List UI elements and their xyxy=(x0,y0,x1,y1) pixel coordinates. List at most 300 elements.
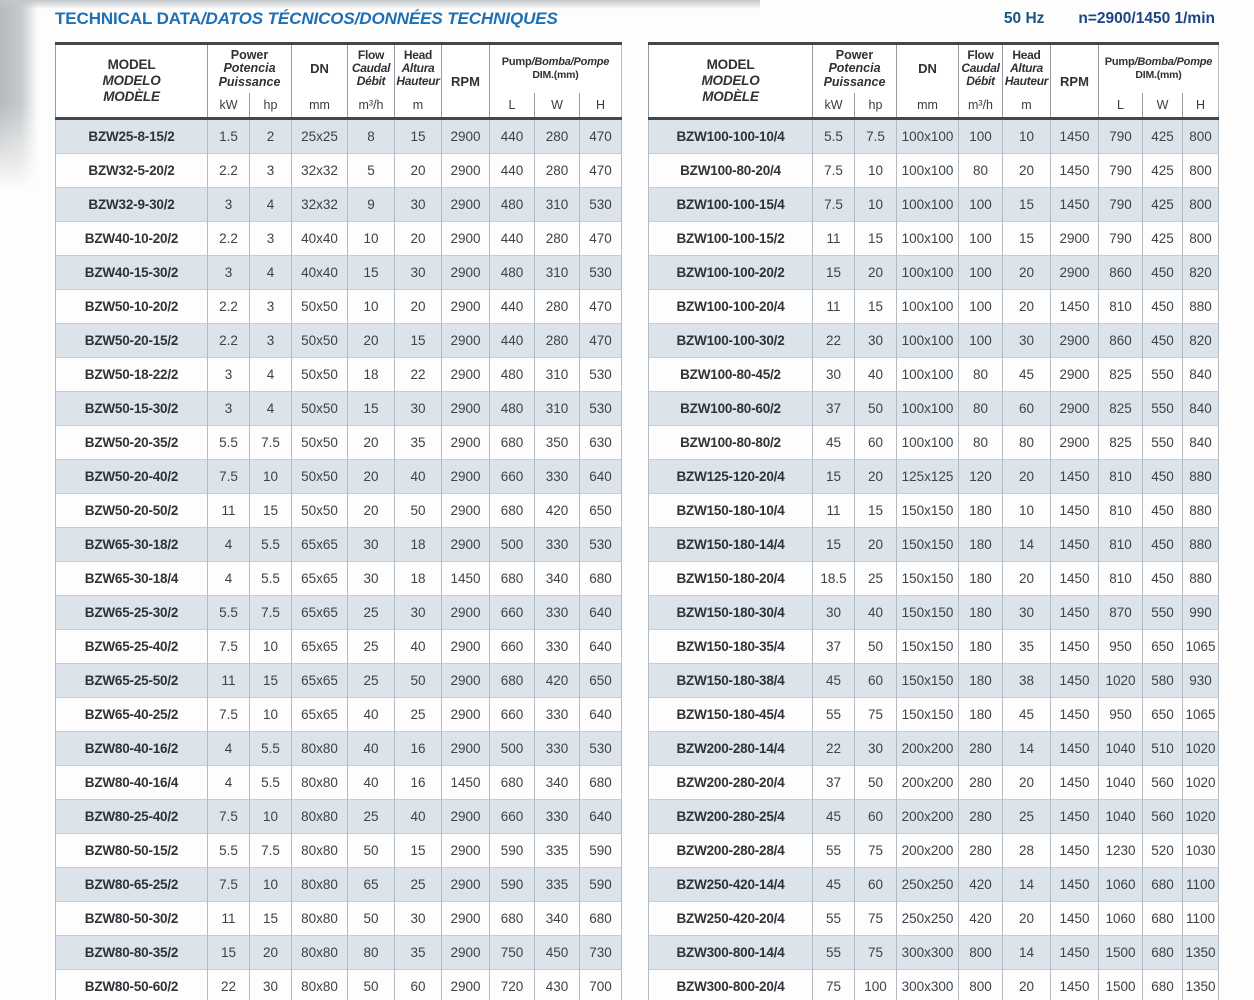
value-cell: 330 xyxy=(535,698,580,732)
value-cell: 100x100 xyxy=(897,358,959,392)
value-cell: 100 xyxy=(959,256,1003,290)
table-row xyxy=(649,630,1219,664)
value-cell: 50 xyxy=(855,766,897,800)
table-row xyxy=(56,970,622,1000)
value-cell: 50 xyxy=(348,834,395,868)
header-label-row xyxy=(56,44,622,93)
value-cell: 680 xyxy=(580,902,622,936)
header-line: Puissance xyxy=(218,74,281,89)
value-cell: 280 xyxy=(535,290,580,324)
table-row xyxy=(649,324,1219,358)
value-cell: 450 xyxy=(1143,256,1183,290)
value-cell: 16 xyxy=(395,766,442,800)
value-cell: 4 xyxy=(250,392,292,426)
value-cell: 15 xyxy=(395,119,442,154)
value-cell: 2900 xyxy=(442,698,490,732)
value-cell: 10 xyxy=(348,222,395,256)
value-cell: 2.2 xyxy=(208,324,250,358)
value-cell: 310 xyxy=(535,188,580,222)
table-row xyxy=(56,698,622,732)
value-cell: 45 xyxy=(813,868,855,902)
value-cell: 20 xyxy=(348,460,395,494)
dim-line1-translations: /Bomba/Pompe xyxy=(1134,56,1213,69)
header-line: Puissance xyxy=(823,74,886,89)
value-cell: 580 xyxy=(1143,664,1183,698)
value-cell: 60 xyxy=(855,800,897,834)
value-cell: 310 xyxy=(535,358,580,392)
value-cell: 2900 xyxy=(442,358,490,392)
value-cell: 7.5 xyxy=(208,460,250,494)
value-cell: 550 xyxy=(1143,358,1183,392)
value-cell: 100 xyxy=(959,188,1003,222)
value-cell: 30 xyxy=(1003,596,1051,630)
table-row xyxy=(56,664,622,698)
col-header-model xyxy=(649,44,813,119)
table-row xyxy=(649,222,1219,256)
value-cell: 4 xyxy=(208,766,250,800)
model-cell: BZW100-100-10/4 xyxy=(649,119,813,154)
value-cell: 840 xyxy=(1183,426,1219,460)
value-cell: 45 xyxy=(813,664,855,698)
value-cell: 16 xyxy=(395,732,442,766)
value-cell: 800 xyxy=(959,970,1003,1000)
model-cell: BZW150-180-30/4 xyxy=(649,596,813,630)
value-cell: 450 xyxy=(1143,324,1183,358)
model-cell: BZW100-80-45/2 xyxy=(649,358,813,392)
value-cell: 40 xyxy=(395,800,442,834)
value-cell: 50 xyxy=(855,392,897,426)
value-cell: 50x50 xyxy=(292,392,348,426)
value-cell: 2900 xyxy=(442,970,490,1000)
col-header-dn: DN xyxy=(897,44,959,93)
model-cell: BZW65-25-40/2 xyxy=(56,630,208,664)
value-cell: 810 xyxy=(1099,494,1143,528)
table-row xyxy=(649,834,1219,868)
value-cell: 650 xyxy=(580,494,622,528)
model-cell: BZW25-8-15/2 xyxy=(56,119,208,154)
table-row xyxy=(649,460,1219,494)
value-cell: 65x65 xyxy=(292,664,348,698)
value-cell: 75 xyxy=(855,834,897,868)
table-row xyxy=(649,596,1219,630)
model-cell: BZW300-800-20/4 xyxy=(649,970,813,1000)
value-cell: 1100 xyxy=(1183,902,1219,936)
value-cell: 280 xyxy=(959,800,1003,834)
value-cell: 810 xyxy=(1099,528,1143,562)
header-line: Head xyxy=(1012,48,1041,63)
value-cell: 2900 xyxy=(442,902,490,936)
value-cell: 800 xyxy=(959,936,1003,970)
header-line: Débit xyxy=(356,74,386,89)
dim-line1 xyxy=(490,56,621,69)
header-line: Flow xyxy=(967,48,994,63)
value-cell: 100x100 xyxy=(897,290,959,324)
model-cell: BZW100-100-20/2 xyxy=(649,256,813,290)
value-cell: 60 xyxy=(855,426,897,460)
value-cell: 1020 xyxy=(1183,800,1219,834)
value-cell: 100x100 xyxy=(897,154,959,188)
value-cell: 10 xyxy=(1003,494,1051,528)
title-translations: /DATOS TÉCNICOS/DONNÉES TECHNIQUES xyxy=(200,9,558,28)
value-cell: 310 xyxy=(535,392,580,426)
value-cell: 14 xyxy=(1003,528,1051,562)
value-cell: 40 xyxy=(348,698,395,732)
value-cell: 100x100 xyxy=(897,188,959,222)
value-cell: 20 xyxy=(1003,766,1051,800)
value-cell: 2900 xyxy=(442,324,490,358)
table-row xyxy=(649,358,1219,392)
col-header-dn: DN xyxy=(292,44,348,93)
value-cell: 11 xyxy=(208,494,250,528)
value-cell: 80 xyxy=(959,426,1003,460)
value-cell: 590 xyxy=(490,868,535,902)
value-cell: 150x150 xyxy=(897,528,959,562)
value-cell: 80x80 xyxy=(292,902,348,936)
model-cell: BZW65-30-18/2 xyxy=(56,528,208,562)
value-cell: 1.5 xyxy=(208,119,250,154)
unit-cell: W xyxy=(535,93,580,119)
value-cell: 3 xyxy=(208,256,250,290)
model-cell: BZW200-280-14/4 xyxy=(649,732,813,766)
value-cell: 480 xyxy=(490,392,535,426)
table-row xyxy=(56,630,622,664)
value-cell: 440 xyxy=(490,324,535,358)
value-cell: 10 xyxy=(250,800,292,834)
value-cell: 3 xyxy=(208,358,250,392)
table-row xyxy=(649,562,1219,596)
value-cell: 20 xyxy=(348,426,395,460)
unit-cell: mm xyxy=(292,93,348,119)
value-cell: 1450 xyxy=(1051,902,1099,936)
value-cell: 45 xyxy=(1003,698,1051,732)
value-cell: 500 xyxy=(490,732,535,766)
value-cell: 820 xyxy=(1183,324,1219,358)
value-cell: 1450 xyxy=(1051,596,1099,630)
value-cell: 5.5 xyxy=(250,528,292,562)
value-cell: 880 xyxy=(1183,562,1219,596)
value-cell: 280 xyxy=(535,154,580,188)
value-cell: 7.5 xyxy=(208,698,250,732)
value-cell: 470 xyxy=(580,290,622,324)
value-cell: 1450 xyxy=(1051,868,1099,902)
col-header-dim xyxy=(1099,44,1219,93)
table-row xyxy=(56,766,622,800)
model-cell: BZW200-280-20/4 xyxy=(649,766,813,800)
value-cell: 420 xyxy=(535,664,580,698)
value-cell: 10 xyxy=(250,460,292,494)
value-cell: 310 xyxy=(535,256,580,290)
value-cell: 50 xyxy=(855,630,897,664)
value-cell: 790 xyxy=(1099,188,1143,222)
table-row xyxy=(56,222,622,256)
value-cell: 880 xyxy=(1183,494,1219,528)
value-cell: 18 xyxy=(395,562,442,596)
table-row xyxy=(649,800,1219,834)
pump-table-left xyxy=(55,42,622,1000)
value-cell: 200x200 xyxy=(897,766,959,800)
value-cell: 80x80 xyxy=(292,970,348,1000)
value-cell: 20 xyxy=(348,324,395,358)
model-cell: BZW40-15-30/2 xyxy=(56,256,208,290)
value-cell: 680 xyxy=(1143,936,1183,970)
col-header-head xyxy=(395,44,442,93)
model-cell: BZW150-180-20/4 xyxy=(649,562,813,596)
table-row xyxy=(56,188,622,222)
unit-cell: L xyxy=(1099,93,1143,119)
table-row xyxy=(56,324,622,358)
value-cell: 1450 xyxy=(1051,494,1099,528)
value-cell: 650 xyxy=(1143,698,1183,732)
value-cell: 100x100 xyxy=(897,324,959,358)
header-line: MODELO xyxy=(701,73,760,88)
value-cell: 65x65 xyxy=(292,562,348,596)
value-cell: 55 xyxy=(813,834,855,868)
value-cell: 590 xyxy=(490,834,535,868)
value-cell: 45 xyxy=(813,426,855,460)
value-cell: 15 xyxy=(348,392,395,426)
dim-line2: DIM.(mm) xyxy=(1135,68,1182,81)
value-cell: 180 xyxy=(959,596,1003,630)
value-cell: 825 xyxy=(1099,392,1143,426)
speed-value: n=2900/1450 1/min xyxy=(1078,10,1215,27)
value-cell: 3 xyxy=(250,290,292,324)
value-cell: 300x300 xyxy=(897,970,959,1000)
value-cell: 30 xyxy=(813,596,855,630)
value-cell: 950 xyxy=(1099,630,1143,664)
value-cell: 180 xyxy=(959,494,1003,528)
table-row xyxy=(649,970,1219,1000)
value-cell: 11 xyxy=(208,664,250,698)
value-cell: 5.5 xyxy=(250,562,292,596)
value-cell: 20 xyxy=(855,460,897,494)
value-cell: 480 xyxy=(490,188,535,222)
value-cell: 820 xyxy=(1183,256,1219,290)
value-cell: 880 xyxy=(1183,460,1219,494)
value-cell: 470 xyxy=(580,324,622,358)
table-header xyxy=(56,44,622,119)
value-cell: 30 xyxy=(395,902,442,936)
value-cell: 1450 xyxy=(1051,290,1099,324)
value-cell: 15 xyxy=(813,256,855,290)
value-cell: 2900 xyxy=(1051,324,1099,358)
model-cell: BZW80-65-25/2 xyxy=(56,868,208,902)
value-cell: 100x100 xyxy=(897,222,959,256)
value-cell: 55 xyxy=(813,936,855,970)
value-cell: 1450 xyxy=(1051,528,1099,562)
value-cell: 3 xyxy=(250,154,292,188)
table-row xyxy=(649,732,1219,766)
value-cell: 50 xyxy=(348,902,395,936)
value-cell: 50x50 xyxy=(292,324,348,358)
value-cell: 11 xyxy=(813,222,855,256)
value-cell: 35 xyxy=(395,426,442,460)
value-cell: 470 xyxy=(580,119,622,154)
table-row xyxy=(649,426,1219,460)
value-cell: 20 xyxy=(348,494,395,528)
value-cell: 10 xyxy=(855,154,897,188)
table-row xyxy=(56,834,622,868)
value-cell: 50x50 xyxy=(292,494,348,528)
col-header-model xyxy=(56,44,208,119)
frequency-info xyxy=(1004,9,1215,28)
value-cell: 810 xyxy=(1099,460,1143,494)
value-cell: 3 xyxy=(208,188,250,222)
value-cell: 15 xyxy=(855,222,897,256)
value-cell: 18 xyxy=(395,528,442,562)
value-cell: 200x200 xyxy=(897,834,959,868)
value-cell: 1020 xyxy=(1183,732,1219,766)
table-row xyxy=(56,528,622,562)
col-header-head xyxy=(1003,44,1051,93)
value-cell: 420 xyxy=(535,494,580,528)
model-cell: BZW125-120-20/4 xyxy=(649,460,813,494)
value-cell: 420 xyxy=(959,902,1003,936)
value-cell: 650 xyxy=(580,664,622,698)
value-cell: 20 xyxy=(1003,256,1051,290)
value-cell: 40 xyxy=(855,596,897,630)
value-cell: 660 xyxy=(490,460,535,494)
value-cell: 470 xyxy=(580,154,622,188)
value-cell: 7.5 xyxy=(813,154,855,188)
model-cell: BZW80-50-30/2 xyxy=(56,902,208,936)
value-cell: 660 xyxy=(490,630,535,664)
value-cell: 1065 xyxy=(1183,698,1219,732)
scan-shadow-top xyxy=(0,0,760,9)
table-row xyxy=(56,562,622,596)
value-cell: 30 xyxy=(395,256,442,290)
value-cell: 825 xyxy=(1099,426,1143,460)
header-line: Power xyxy=(230,47,269,62)
value-cell: 1350 xyxy=(1183,970,1219,1000)
table-row xyxy=(649,902,1219,936)
value-cell: 1040 xyxy=(1099,766,1143,800)
value-cell: 450 xyxy=(1143,528,1183,562)
value-cell: 590 xyxy=(580,868,622,902)
header-line: MODÈLE xyxy=(103,89,160,104)
value-cell: 60 xyxy=(855,664,897,698)
value-cell: 15 xyxy=(1003,188,1051,222)
value-cell: 50x50 xyxy=(292,358,348,392)
value-cell: 2900 xyxy=(442,800,490,834)
value-cell: 250x250 xyxy=(897,902,959,936)
model-cell: BZW65-25-30/2 xyxy=(56,596,208,630)
value-cell: 790 xyxy=(1099,154,1143,188)
value-cell: 65x65 xyxy=(292,596,348,630)
table-row xyxy=(56,902,622,936)
value-cell: 75 xyxy=(855,698,897,732)
value-cell: 100 xyxy=(959,290,1003,324)
model-cell: BZW32-9-30/2 xyxy=(56,188,208,222)
table-row xyxy=(56,392,622,426)
value-cell: 950 xyxy=(1099,698,1143,732)
value-cell: 330 xyxy=(535,596,580,630)
value-cell: 15 xyxy=(855,494,897,528)
scan-shadow-left xyxy=(0,0,38,190)
value-cell: 840 xyxy=(1183,358,1219,392)
tables-container xyxy=(55,42,1254,1000)
value-cell: 1450 xyxy=(442,766,490,800)
value-cell: 22 xyxy=(208,970,250,1000)
model-cell: BZW50-15-30/2 xyxy=(56,392,208,426)
value-cell: 20 xyxy=(1003,460,1051,494)
value-cell: 15 xyxy=(1003,222,1051,256)
table-row xyxy=(56,119,622,154)
value-cell: 100 xyxy=(959,119,1003,154)
value-cell: 340 xyxy=(535,902,580,936)
model-cell: BZW80-50-60/2 xyxy=(56,970,208,1000)
value-cell: 15 xyxy=(395,324,442,358)
model-cell: BZW80-25-40/2 xyxy=(56,800,208,834)
value-cell: 2.2 xyxy=(208,290,250,324)
value-cell: 660 xyxy=(490,698,535,732)
value-cell: 22 xyxy=(813,732,855,766)
value-cell: 100x100 xyxy=(897,392,959,426)
value-cell: 480 xyxy=(490,358,535,392)
value-cell: 2900 xyxy=(1051,256,1099,290)
value-cell: 4 xyxy=(250,358,292,392)
value-cell: 1450 xyxy=(1051,460,1099,494)
table-row xyxy=(649,528,1219,562)
value-cell: 10 xyxy=(250,630,292,664)
value-cell: 10 xyxy=(250,698,292,732)
value-cell: 40 xyxy=(855,358,897,392)
value-cell: 10 xyxy=(1003,119,1051,154)
value-cell: 660 xyxy=(490,800,535,834)
value-cell: 30 xyxy=(855,732,897,766)
value-cell: 530 xyxy=(580,732,622,766)
value-cell: 100 xyxy=(959,222,1003,256)
value-cell: 2900 xyxy=(442,936,490,970)
value-cell: 1450 xyxy=(1051,562,1099,596)
value-cell: 80x80 xyxy=(292,834,348,868)
value-cell: 60 xyxy=(855,868,897,902)
header-line: Débit xyxy=(966,74,995,89)
model-cell: BZW250-420-20/4 xyxy=(649,902,813,936)
value-cell: 30 xyxy=(855,324,897,358)
value-cell: 80 xyxy=(959,392,1003,426)
value-cell: 1350 xyxy=(1183,936,1219,970)
value-cell: 75 xyxy=(813,970,855,1000)
value-cell: 60 xyxy=(1003,392,1051,426)
model-cell: BZW100-100-30/2 xyxy=(649,324,813,358)
value-cell: 2900 xyxy=(442,119,490,154)
value-cell: 2900 xyxy=(442,664,490,698)
header-line: Altura xyxy=(401,61,435,76)
value-cell: 125x125 xyxy=(897,460,959,494)
table-row xyxy=(56,596,622,630)
value-cell: 150x150 xyxy=(897,664,959,698)
value-cell: 1500 xyxy=(1099,970,1143,1000)
value-cell: 30 xyxy=(1003,324,1051,358)
value-cell: 1065 xyxy=(1183,630,1219,664)
unit-cell: m³/h xyxy=(348,93,395,119)
value-cell: 680 xyxy=(1143,868,1183,902)
model-cell: BZW150-180-45/4 xyxy=(649,698,813,732)
value-cell: 55 xyxy=(813,902,855,936)
col-header-flow xyxy=(959,44,1003,93)
value-cell: 75 xyxy=(855,902,897,936)
header-line: Potencia xyxy=(223,61,276,75)
col-header-rpm: RPM xyxy=(1051,44,1099,119)
header-line: Altura xyxy=(1010,61,1043,76)
value-cell: 930 xyxy=(1183,664,1219,698)
value-cell: 80x80 xyxy=(292,766,348,800)
header-line: Potencia xyxy=(828,61,881,75)
value-cell: 75 xyxy=(855,936,897,970)
value-cell: 840 xyxy=(1183,392,1219,426)
value-cell: 3 xyxy=(208,392,250,426)
value-cell: 425 xyxy=(1143,154,1183,188)
